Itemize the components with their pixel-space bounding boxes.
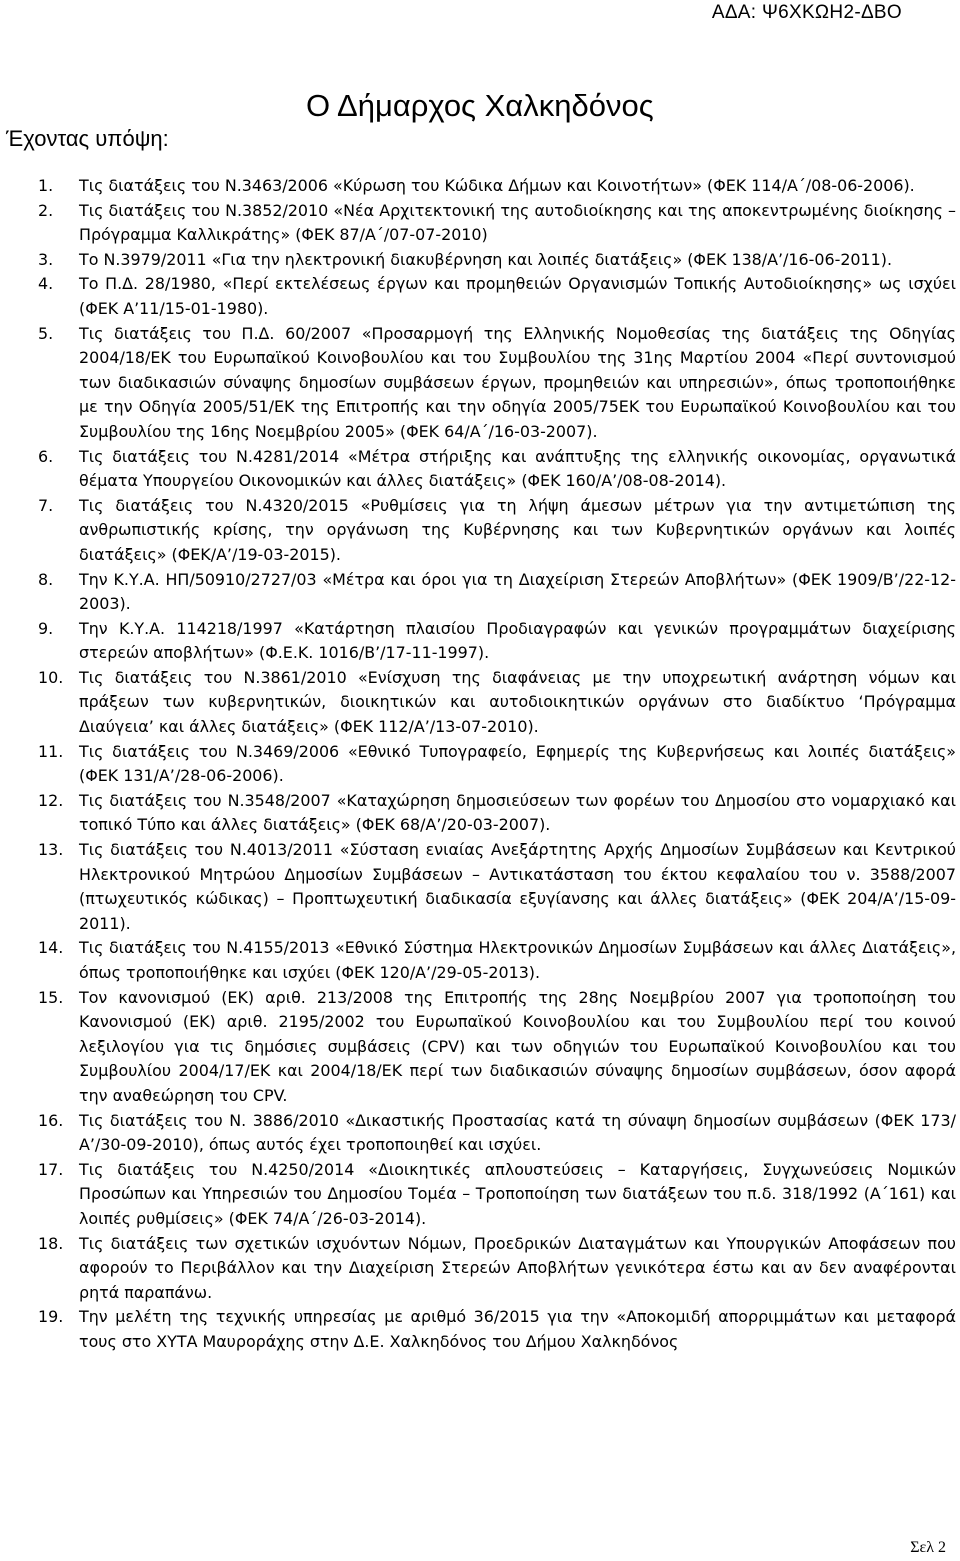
provision-number: 10. <box>38 667 64 687</box>
provision-item <box>32 617 956 666</box>
provision-text: Τις διατάξεις του Ν.3861/2010 «Ενίσχυση της διαφάνειας με την υποχρεωτική ανάρτηση νόμων και πράξεων των κυβερνητικών, διοικητικών και αυτοδιοικητικών οργάνων στο διαδίκτυο ‘Πρόγραμμα Διαύγεια’ και άλλες διατάξεις» (ΦΕΚ 112/Α’/13-07-2010). <box>79 667 956 737</box>
provision-item <box>32 986 956 1109</box>
provision-text: Την Κ.Υ.Α. 114218/1997 «Κατάρτηση πλαισίου Προδιαγραφών και γενικών προγραμμάτων διαχείρισης στερεών αποβλήτων» (Φ.Ε.Κ. 1016/Β’/17-11-1997). <box>79 618 956 663</box>
page-title: Ο Δήμαρχος Χαλκηδόνος <box>306 88 654 123</box>
provision-item <box>32 174 956 199</box>
page-number: Σελ 2 <box>910 1539 946 1556</box>
provision-number: 19. <box>38 1307 64 1327</box>
provision-item <box>32 445 956 494</box>
provision-item <box>32 1158 956 1232</box>
provision-number: 1. <box>38 176 54 195</box>
provision-text: Τις διατάξεις του Π.Δ. 60/2007 «Προσαρμογή της Ελληνικής Νομοθεσίας της διατάξεις της Οδηγίας 2004/18/ΕΚ του Ευρωπαϊκού Κοινοβουλίου και του Συμβουλίου της 31ης Μαρτίου 2004 «Περί συντονισμού των διαδικασιών σύναψης δημοσίων συμβάσεων έργων, προμηθειών και υπηρεσιών», όπως τροποποιήθηκε με την Οδηγία 2005/51/ΕΚ της Επιτροπής και την οδηγία 2005/75ΕΚ του Ευρωπαϊκού Κοινοβουλίου και του Συμβουλίου της 16ης Νοεμβρίου 2005» (ΦΕΚ 64/Α΄/16-03-2007). <box>79 323 956 441</box>
provision-item <box>32 1109 956 1158</box>
provision-number: 3. <box>38 249 54 269</box>
provision-item <box>32 1232 956 1306</box>
provision-item <box>32 1305 956 1354</box>
provision-number: 17. <box>38 1159 64 1179</box>
provision-number: 18. <box>38 1233 64 1253</box>
provision-number: 15. <box>38 987 64 1007</box>
provision-text: Τις διατάξεις του Ν.4013/2011 «Σύσταση ενιαίας Ανεξάρτητης Αρχής Δημοσίων Συμβάσεων και Κεντρικού Ηλεκτρονικού Μητρώου Δημοσίων Συμβάσεων – Αντικατάσταση του έκτου κεφαλαίου του ν. 3588/2007 (πτωχευτικός κώδικας) – Προπτωχευτική διαδικασία εξυγίανσης και άλλες διατάξεις» (ΦΕΚ 204/Α’/15-09-2011). <box>79 840 956 933</box>
provision-item <box>32 936 956 985</box>
provision-item <box>32 494 956 568</box>
provision-text: Τις διατάξεις του Ν.3852/2010 «Νέα Αρχιτεκτονική της αυτοδιοίκησης και της αποκεντρωμένης διοίκησης – Πρόγραμμα Καλλικράτης» (ΦΕΚ 87/Α΄/07-07-2010) <box>79 200 956 245</box>
ada-code: ΑΔΑ: Ψ6ΧΚΩΗ2-ΔΒΟ <box>711 2 902 23</box>
provision-text: Τις διατάξεις του Ν.4320/2015 «Ρυθμίσεις για τη λήψη άμεσων μέτρων για την αντιμετώπιση της ανθρωπιστικής κρίσης, την οργάνωση της Κυβέρνησης και των Κυβερνητικών οργάνων και λοιπές διατάξεις» (ΦΕΚ/Α’/19-03-2015). <box>79 495 956 564</box>
provision-number: 6. <box>38 446 54 466</box>
provision-number: 14. <box>38 938 64 958</box>
provision-text: Τον κανονισμού (ΕΚ) αριθ. 213/2008 της Επιτροπής της 28ης Νοεμβρίου 2007 για τροποποίηση του Κανονισμού (ΕΚ) αριθ. 2195/2002 του Ευρωπαϊκού Κοινοβουλίου και του Συμβουλίου περί του κοινού λεξιλογίου για τις δημόσιες συμβάσεις (CPV) και των οδηγιών του Ευρωπαϊκού Κοινοβουλίου και του Συμβουλίου 2004/17/ΕΚ και 2004/18/ΕΚ περί των διαδικασιών σύναψης δημοσίων συμβάσεων, όσον αφορά την αναθεώρηση του CPV. <box>79 987 956 1105</box>
provision-number: 11. <box>38 741 64 761</box>
provision-number: 4. <box>38 274 54 294</box>
provision-item <box>32 248 956 273</box>
considering-label: Έχοντας υπόψη: <box>6 126 169 151</box>
provision-number: 7. <box>38 495 54 515</box>
provision-item <box>32 789 956 838</box>
provision-item <box>32 568 956 617</box>
provision-item <box>32 322 956 445</box>
provisions-list <box>32 174 956 1355</box>
provision-number: 13. <box>38 840 64 860</box>
provision-item <box>32 666 956 740</box>
provision-text: Το Ν.3979/2011 «Για την ηλεκτρονική διακυβέρνηση και λοιπές διατάξεις» (ΦΕΚ 138/Α’/16-06-2011). <box>79 249 893 269</box>
provision-text: Τις διατάξεις του Ν.3469/2006 «Εθνικό Τυπογραφείο, Εφημερίς της Κυβερνήσεως και λοιπές διατάξεις» (ΦΕΚ 131/Α’/28-06-2006). <box>79 741 956 786</box>
provision-number: 16. <box>38 1110 64 1130</box>
provision-item <box>32 199 956 248</box>
provision-text: Τις διατάξεις των σχετικών ισχυόντων Νόμων, Προεδρικών Διαταγμάτων και Υπουργικών Αποφάσεων που αφορούν το Περιβάλλον και την Διαχείριση Στερεών Αποβλήτων γενικότερα έστω και αν δεν αναφέρονται ρητά παραπάνω. <box>79 1233 956 1302</box>
provision-text: Τις διατάξεις του Ν.4250/2014 «Διοικητικές απλουστεύσεις – Καταργήσεις, Συγχωνεύσεις Νομικών Προσώπων και Υπηρεσιών του Δημοσίου Τομέα – Τροποποίηση των διατάξεων του π.δ. 318/1992 (Α΄161) και λοιπές ρυθμίσεις» (ΦΕΚ 74/Α΄/26-03-2014). <box>79 1159 956 1228</box>
provision-number: 9. <box>38 618 54 638</box>
provision-text: Την Κ.Υ.Α. ΗΠ/50910/2727/03 «Μέτρα και όροι για τη Διαχείριση Στερεών Αποβλήτων» (ΦΕΚ 1909/Β’/22-12-2003). <box>79 569 956 614</box>
provision-text: Τις διατάξεις του Ν.4155/2013 «Εθνικό Σύστημα Ηλεκτρονικών Δημοσίων Συμβάσεων και άλλες Διατάξεις», όπως τροποποιήθηκε και ισχύει (ΦΕΚ 120/Α’/29-05-2013). <box>79 938 956 982</box>
provision-text: Τις διατάξεις του Ν.3548/2007 «Καταχώρηση δημοσιεύσεων των φορέων του Δημοσίου στο νομαρχιακό και τοπικό Τύπο και άλλες διατάξεις» (ΦΕΚ 68/Α’/20-03-2007). <box>79 790 956 835</box>
provision-text: Τις διατάξεις του Ν.4281/2014 «Μέτρα στήριξης και ανάπτυξης της ελληνικής οικονομίας, οργανωτικά θέματα Υπουργείου Οικονομικών και άλλες διατάξεις» (ΦΕΚ 160/Α’/08-08-2014). <box>79 446 956 491</box>
provision-item <box>32 272 956 321</box>
provision-number: 8. <box>38 569 54 589</box>
provision-item <box>32 740 956 789</box>
provision-text: Τις διατάξεις του Ν. 3886/2010 «Δικαστικής Προστασίας κατά τη σύναψη δημοσίων συμβάσεων (ΦΕΚ 173/Α’/30-09-2010), όπως αυτός έχει τροποποιηθεί και ισχύει. <box>79 1110 956 1155</box>
provision-number: 12. <box>38 790 64 810</box>
provision-text: Το Π.Δ. 28/1980, «Περί εκτελέσεως έργων και προμηθειών Οργανισμών Τοπικής Αυτοδιοίκησης» ως ισχύει (ΦΕΚ Α’11/15-01-1980). <box>79 274 956 318</box>
provision-text: Τις διατάξεις του Ν.3463/2006 «Κύρωση του Κώδικα Δήμων και Κοινοτήτων» (ΦΕΚ 114/Α΄/08-06-2006). <box>79 176 915 195</box>
provision-item <box>32 838 956 936</box>
provision-text: Την μελέτη της τεχνικής υπηρεσίας με αριθμό 36/2015 για την «Αποκομιδή απορριμμάτων και μεταφορά τους στο ΧΥΤΑ Μαυροράχης στην Δ.Ε. Χαλκηδόνος του Δήμου Χαλκηδόνος <box>79 1307 956 1351</box>
provision-number: 5. <box>38 323 54 343</box>
provision-number: 2. <box>38 200 54 220</box>
